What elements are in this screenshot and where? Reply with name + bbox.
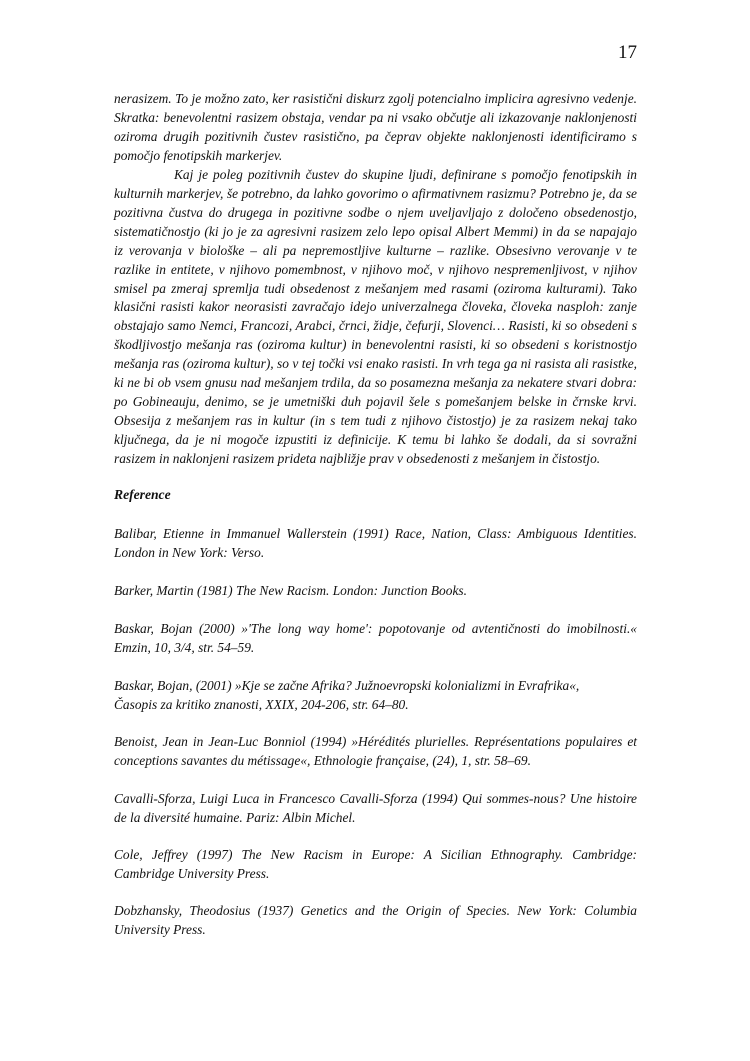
reference-item: Dobzhansky, Theodosius (1937) Genetics and the Origin of Species. New York: Columbia University Press. (114, 903, 637, 937)
reference-item: Balibar, Etienne in Immanuel Wallerstein (1991) Race, Nation, Class: Ambiguous Identities. London in New York: Verso. (114, 526, 637, 560)
page-number: 17 (618, 42, 637, 63)
paragraph-affirmative-racism: Kaj je poleg pozitivnih čustev do skupine ljudi, definirane s pomočjo fenotipskih in kulturnih markerjev, še potrebno, da lahko govorimo o afirmativnem rasizmu? Potrebno je, da se pozitivna čustva do drugega in pozitivne sodbe o njem uveljavljajo z določeno obsedenostjo, sistematičnostjo (ki jo je za agresivni rasizem zelo lepo opisal Albert Memmi) in da se napajajo iz verovanja v biološke – ali pa nepremostljive kulturne – razlike. Obsesivno verovanje v te razlike in entitete, v njihovo pomembnost, v njihovo moč, v njihovo nespremenljivost, v njihov smisel pa zmeraj spremlja tudi obsedenost z mešanjem med rasami (oziroma kulturami). Tako klasični rasisti kakor neorasisti zavračajo idejo univerzalnega človeka, človeka nasploh: zanje obstajajo samo Nemci, Francozi, Arabci, črnci, židje, čefurji, Slovenci… Rasisti, ki so obsedeni s škodljivostjo mešanja ras (oziroma kultur) in benevolentni rasisti, ki so obsedeni s koristnostjo mešanja ras (oziroma kultur), so v tej točki vsi enako rasisti. In vrh tega ga ni rasista ali rasistke, ki ne bi ob vsem gnusu nad mešanjem trdila, da so posamezna mešanja za nekatere stvari dobra: po Gobineauju, denimo, se je umetniški duh pojavil šele s pomešanjem belske in črnske krvi. Obsesija z mešanjem ras in kultur (in s tem tudi z njihovo čistostjo) je za rasizem nekaj tako ključnega, da je ni mogoče izpustiti iz definicije. K temu bi lahko še dodali, da si sovražni rasizem in naklonjeni rasizem prideta najbližje prav v obsedenosti z mešanjem in čistostjo. (114, 166, 637, 467)
paragraph-continuation: nerasizem. To je možno zato, ker rasistični diskurz zgolj potencialno implicira agresivno vedenje. Skratka: benevolentni rasizem obstaja, vendar pa ni vsako občutje ali izkazovanje naklonjenosti oziroma drugih pozitivnih čustev rasistično, pa čeprav objekte naklonjenosti identificiramo s pomočjo fenotipskih markerjev. (114, 91, 637, 163)
body-text (114, 90, 637, 469)
references-heading: Reference (114, 487, 171, 502)
reference-item: Cavalli-Sforza, Luigi Luca in Francesco Cavalli-Sforza (1994) Qui sommes-nous? Une histoire de la diversité humaine. Pariz: Albin Michel. (114, 791, 637, 825)
reference-item: Barker, Martin (1981) The New Racism. London: Junction Books. (114, 583, 467, 598)
reference-item: Cole, Jeffrey (1997) The New Racism in Europe: A Sicilian Ethnography. Cambridge: Cambridge University Press. (114, 847, 637, 881)
reference-item: Baskar, Bojan (2000) »'The long way home': popotovanje od avtentičnosti do imobilnosti.« Emzin, 10, 3/4, str. 54–59. (114, 621, 637, 655)
reference-item: Baskar, Bojan, (2001) »Kje se začne Afrika? Južnoevropski kolonializmi in Evrafrika«, Časopis za kritiko znanosti, XXIX, 204-206, str. 64–80. (114, 678, 580, 712)
reference-item: Benoist, Jean in Jean-Luc Bonniol (1994) »Hérédités plurielles. Représentations populaires et conceptions savantes du métissage«, Ethnologie française, (24), 1, str. 58–69. (114, 734, 637, 768)
